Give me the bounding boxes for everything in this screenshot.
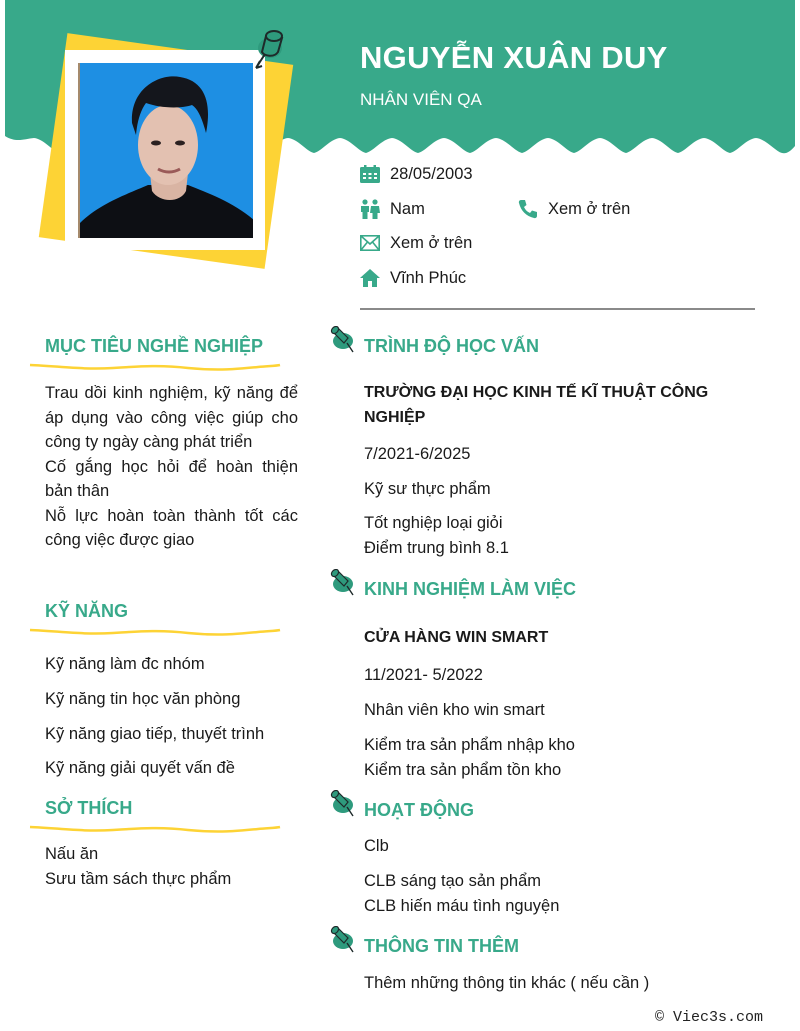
activity-detail: CLB sáng tạo sản phẩm xyxy=(364,872,542,890)
education-detail: Tốt nghiệp loại giỏi xyxy=(364,514,503,532)
contact-gender xyxy=(360,199,425,219)
phone-value[interactable]: Xem ở trên xyxy=(548,199,631,218)
pushpin-icon xyxy=(330,326,356,354)
experience-position: Nhân viên kho win smart xyxy=(364,701,545,719)
experience-detail: Kiểm tra sản phẩm tồn kho xyxy=(364,760,562,779)
contact-divider xyxy=(360,308,755,310)
objective-paragraph: Trau dồi kinh nghiệm, kỹ năng để áp dụng vào công việc giúp cho công ty ngày càng phát triển xyxy=(45,384,298,451)
birthday-value: 28/05/2003 xyxy=(390,164,473,183)
home-icon xyxy=(360,268,380,288)
yellow-underline xyxy=(28,362,282,372)
pushpin-icon xyxy=(248,24,292,72)
contact-birthday xyxy=(360,164,473,184)
activity-name: Clb xyxy=(364,837,389,855)
objective-paragraph: Nỗ lực hoàn toàn thành tốt các công việc được giao xyxy=(45,506,298,549)
gender-icon xyxy=(360,199,380,219)
section-title-education: TRÌNH ĐỘ HỌC VẤN xyxy=(364,336,539,356)
skill-item: Kỹ năng giải quyết vấn đề xyxy=(45,759,235,778)
address-value: Vĩnh Phúc xyxy=(390,268,467,287)
activity-detail: CLB hiến máu tình nguyện xyxy=(364,896,560,915)
experience-detail: Kiểm tra sản phẩm nhập kho xyxy=(364,736,575,754)
education-major: Kỹ sư thực phẩm xyxy=(364,480,491,498)
section-title-activities: HOẠT ĐỘNG xyxy=(364,800,474,820)
hobbies-list xyxy=(45,842,298,891)
education-details xyxy=(364,511,509,560)
objective-text xyxy=(45,381,298,553)
school-name: TRƯỜNG ĐẠI HỌC KINH TẾ KĨ THUẬT CÔNG NGHIỆP xyxy=(364,384,709,426)
skill-item: Kỹ năng làm đc nhóm xyxy=(45,655,205,673)
email-value[interactable]: Xem ở trên xyxy=(390,233,473,252)
section-title-hobbies: SỞ THÍCH xyxy=(45,798,133,818)
skill-item: Kỹ năng giao tiếp, thuyết trình xyxy=(45,724,265,743)
hobby-item: Sưu tầm sách thực phẩm xyxy=(45,869,232,888)
yellow-underline xyxy=(28,627,282,637)
activity-details xyxy=(364,869,559,918)
skills-list xyxy=(45,652,264,791)
education-period: 7/2021-6/2025 xyxy=(364,445,471,463)
watermark: © Viec3s.com xyxy=(655,1009,764,1026)
section-title-skills: KỸ NĂNG xyxy=(45,601,129,621)
pushpin-icon xyxy=(330,926,356,954)
section-title-objective: MỤC TIÊU NGHỀ NGHIỆP xyxy=(45,336,264,356)
company-name: CỬA HÀNG WIN SMART xyxy=(364,629,549,646)
avatar xyxy=(78,63,253,238)
contact-email xyxy=(360,233,472,253)
phone-icon xyxy=(518,199,538,219)
experience-details xyxy=(364,733,575,782)
calendar-icon xyxy=(360,164,380,184)
yellow-underline xyxy=(28,824,282,834)
skill-item: Kỹ năng tin học văn phòng xyxy=(45,689,241,708)
education-detail: Điểm trung bình 8.1 xyxy=(364,538,509,557)
job-title: NHÂN VIÊN QA xyxy=(360,90,482,109)
hobby-item: Nấu ăn xyxy=(45,845,99,863)
gender-value: Nam xyxy=(390,199,425,218)
contact-address xyxy=(360,268,466,288)
candidate-name: NGUYỄN XUÂN DUY xyxy=(360,40,668,75)
section-title-additional: THÔNG TIN THÊM xyxy=(364,936,519,956)
envelope-icon xyxy=(360,233,380,253)
experience-period: 11/2021- 5/2022 xyxy=(364,666,483,684)
objective-paragraph: Cố gắng học hỏi để hoàn thiện bản thân xyxy=(45,457,298,500)
additional-text: Thêm những thông tin khác ( nếu cần ) xyxy=(364,974,650,992)
section-title-experience: KINH NGHIỆM LÀM VIỆC xyxy=(364,579,577,599)
contact-phone xyxy=(518,199,630,219)
pushpin-icon xyxy=(330,569,356,597)
pushpin-icon xyxy=(330,790,356,818)
